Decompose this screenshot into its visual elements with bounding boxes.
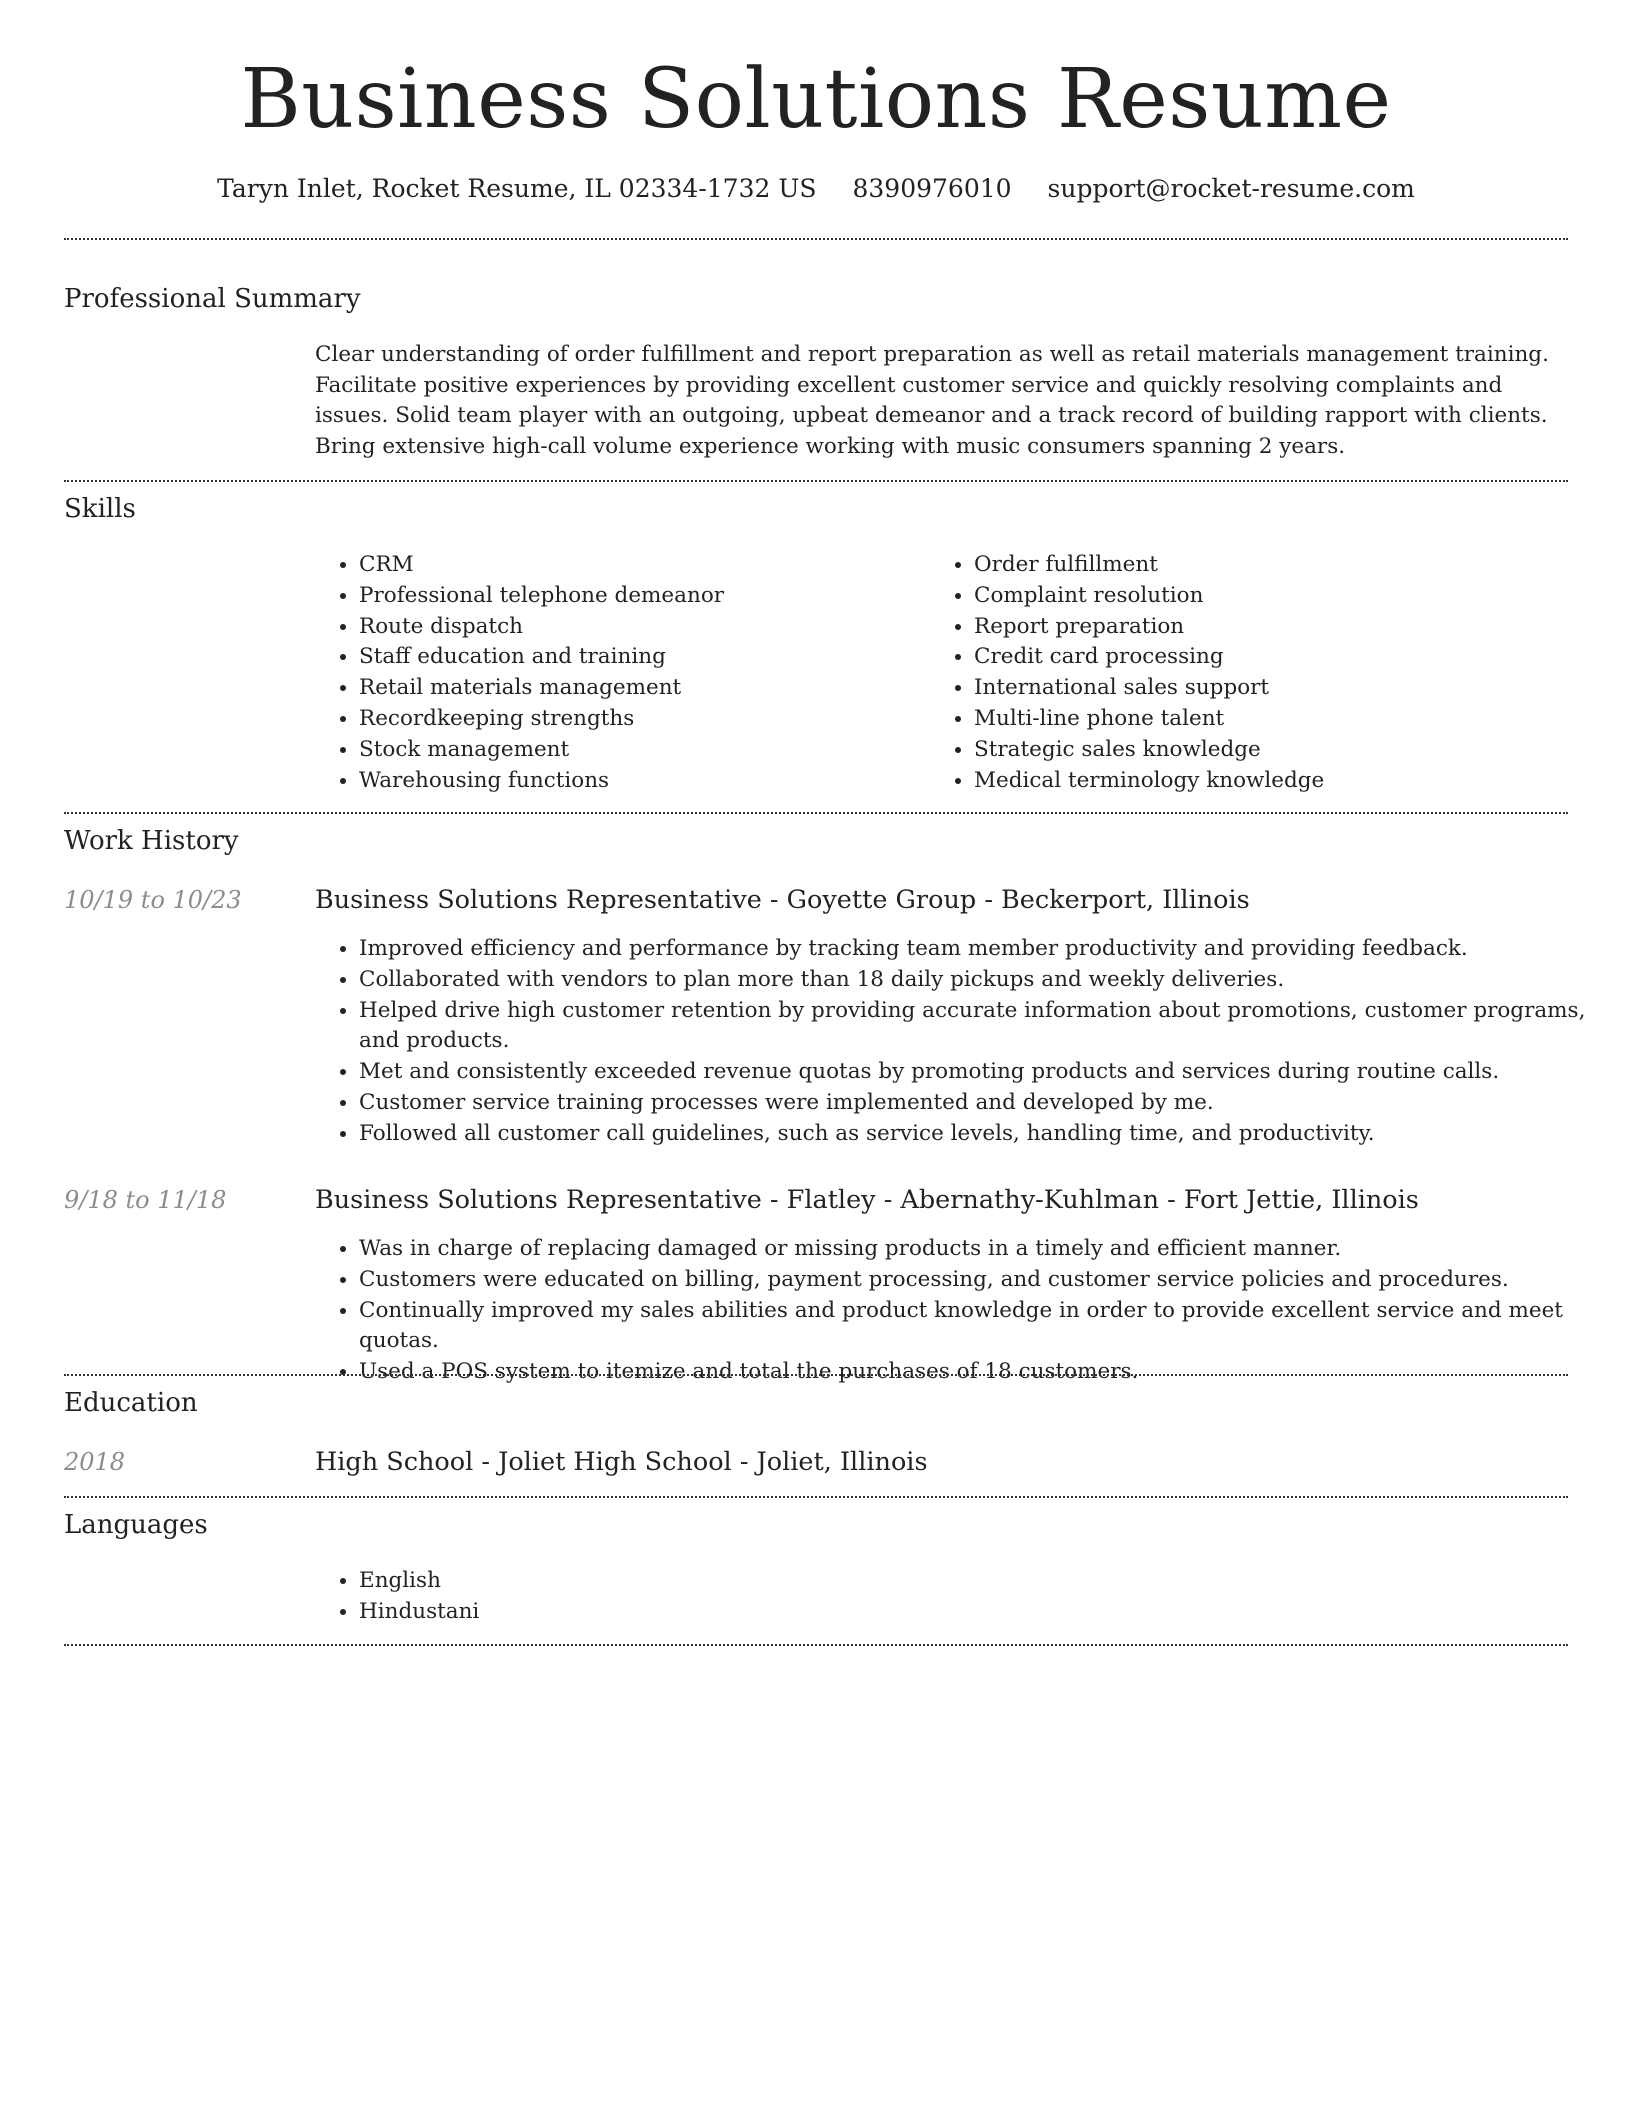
education-entry: High School - Joliet High School - Joliet, Illinois bbox=[315, 1447, 928, 1477]
job-title: Business Solutions Representative - Goyette Group - Beckerport, Illinois bbox=[315, 885, 1250, 915]
list-item: • Report preparation bbox=[974, 612, 1574, 643]
list-item: • Used a POS system to itemize and total the purchases of 18 customers. bbox=[359, 1357, 1612, 1388]
job-bullets bbox=[315, 934, 1612, 1150]
resume-title: Business Solutions Resume bbox=[240, 52, 1392, 147]
list-item: • Continually improved my sales abilities and product knowledge in order to provide excellent service and meet quotas. bbox=[359, 1296, 1612, 1358]
list-item: • Retail materials management bbox=[359, 673, 919, 704]
list-item: • Multi-line phone talent bbox=[974, 704, 1574, 735]
skills-list-right bbox=[930, 550, 1574, 796]
list-item: • Order fulfillment bbox=[974, 550, 1574, 581]
list-item: • Route dispatch bbox=[359, 612, 919, 643]
education-year: 2018 bbox=[64, 1448, 126, 1476]
section-title-work: Work History bbox=[64, 826, 239, 856]
job-dates: 10/19 to 10/23 bbox=[64, 886, 242, 914]
list-item: • Medical terminology knowledge bbox=[974, 766, 1574, 797]
contact-phone: 8390976010 bbox=[852, 174, 1012, 203]
list-item: • Recordkeeping strengths bbox=[359, 704, 919, 735]
job-bullets bbox=[315, 1234, 1612, 1388]
divider bbox=[64, 1644, 1568, 1646]
skills-list-left bbox=[315, 550, 919, 796]
divider bbox=[64, 1374, 1568, 1376]
list-item: • Credit card processing bbox=[974, 642, 1574, 673]
list-item: • Was in charge of replacing damaged or missing products in a timely and efficient manner. bbox=[359, 1234, 1612, 1265]
list-item: • Collaborated with vendors to plan more than 18 daily pickups and weekly deliveries. bbox=[359, 965, 1612, 996]
list-item: • International sales support bbox=[974, 673, 1574, 704]
list-item: • English bbox=[359, 1566, 959, 1597]
list-item: • Hindustani bbox=[359, 1597, 959, 1628]
list-item: • Improved efficiency and performance by tracking team member productivity and providing feedback. bbox=[359, 934, 1612, 965]
section-title-education: Education bbox=[64, 1388, 198, 1418]
job-title: Business Solutions Representative - Flatley - Abernathy-Kuhlman - Fort Jettie, Illinois bbox=[315, 1185, 1419, 1215]
list-item: • Staff education and training bbox=[359, 642, 919, 673]
list-item: • Customer service training processes were implemented and developed by me. bbox=[359, 1088, 1612, 1119]
list-item: • Met and consistently exceeded revenue quotas by promoting products and services during routine calls. bbox=[359, 1057, 1612, 1088]
languages-list bbox=[315, 1566, 959, 1628]
list-item: • Strategic sales knowledge bbox=[974, 735, 1574, 766]
list-item: • Helped drive high customer retention by providing accurate information about promotions, customer programs, and products. bbox=[359, 996, 1612, 1058]
list-item: • Stock management bbox=[359, 735, 919, 766]
list-item: • Warehousing functions bbox=[359, 766, 919, 797]
contact-email: support@rocket-resume.com bbox=[1047, 174, 1415, 203]
list-item: • Professional telephone demeanor bbox=[359, 581, 919, 612]
list-item: • Customers were educated on billing, payment processing, and customer service policies and procedures. bbox=[359, 1265, 1612, 1296]
list-item: • CRM bbox=[359, 550, 919, 581]
contact-address: Taryn Inlet, Rocket Resume, IL 02334-1732 US bbox=[217, 174, 817, 203]
section-title-summary: Professional Summary bbox=[64, 284, 361, 314]
divider bbox=[64, 1496, 1568, 1498]
summary-text: Clear understanding of order fulfillment and report preparation as well as retail materials management training. Facilitate positive experiences by providing excellent customer service and quickly resolving complaints and issues. Solid team player with an outgoing, upbeat demeanor and a track record of building rapport with clients. Bring extensive high-call volume experience working with music consumers spanning 2 years. bbox=[315, 342, 1549, 460]
contact-line bbox=[0, 172, 1632, 206]
list-item: • Followed all customer call guidelines, such as service levels, handling time, and productivity. bbox=[359, 1119, 1612, 1150]
list-item: • Complaint resolution bbox=[974, 581, 1574, 612]
job-dates: 9/18 to 11/18 bbox=[64, 1186, 227, 1214]
divider bbox=[64, 480, 1568, 482]
section-title-skills: Skills bbox=[64, 494, 136, 524]
section-title-languages: Languages bbox=[64, 1510, 208, 1540]
divider bbox=[64, 812, 1568, 814]
divider bbox=[64, 238, 1568, 240]
